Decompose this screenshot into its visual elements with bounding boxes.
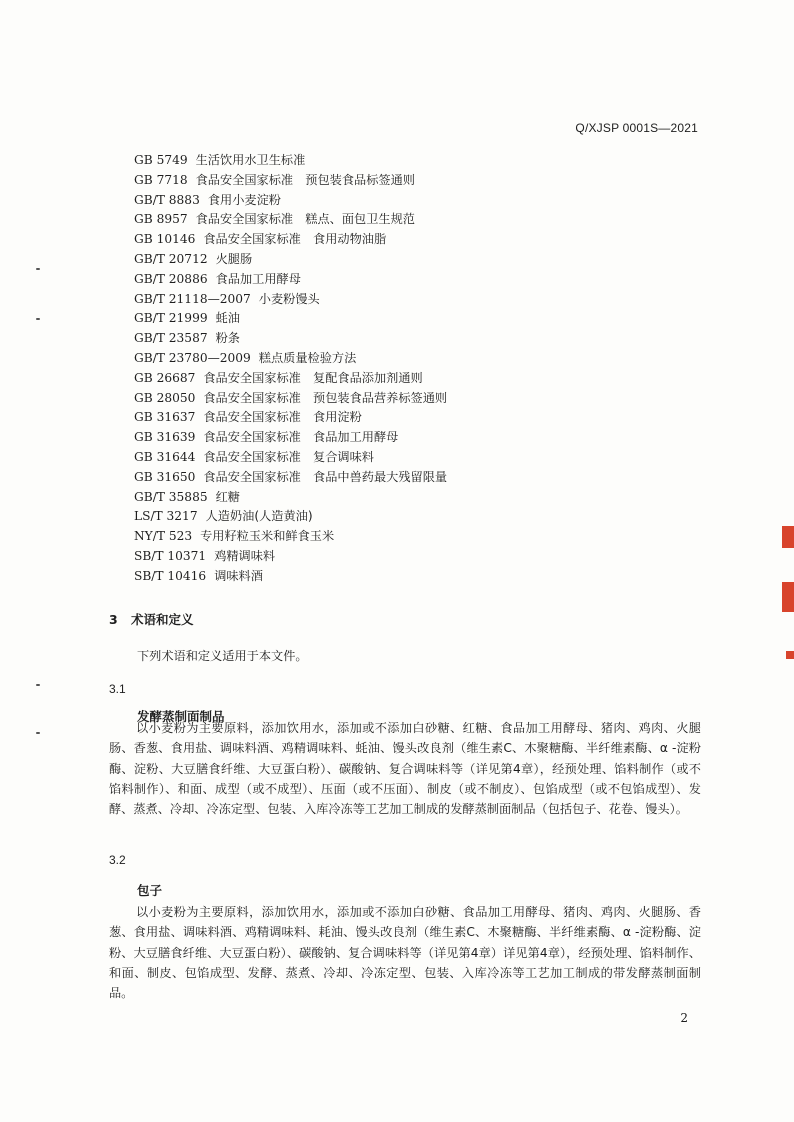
reference-item xyxy=(134,527,447,547)
reference-title: 糕点质量检验方法 xyxy=(258,350,357,365)
reference-item xyxy=(134,349,447,369)
reference-item xyxy=(134,507,447,527)
reference-title: 红糖 xyxy=(215,489,240,504)
section-number: 3 xyxy=(109,612,118,627)
term-definition: 以小麦粉为主要原料，添加饮用水，添加或不添加白砂糖、食品加工用酵母、猪肉、鸡肉、火腿肠、香葱、食用盐、调味料酒、鸡精调味料、耗油、馒头改良剂（维生素C、木聚糖酶、半纤维素酶、α -淀粉酶、淀粉、大豆膳食纤维、大豆蛋白粉）、碳酸钠、复合调味料等（详见第4章）详见第4章），经预处理、馅料制作、和面、制皮、包馅成型、发酵、蒸煮、冷却、冷冻定型、包装、入库冷冻等工艺加工制成的带发酵蒸制面制品。 xyxy=(109,905,701,1001)
reference-code: GB 8957 xyxy=(134,212,188,227)
reference-item xyxy=(134,488,447,508)
reference-code: GB 10146 xyxy=(134,232,196,247)
reference-title: 生活饮用水卫生标准 xyxy=(195,153,306,167)
reference-title: 食品安全国家标准 预包装食品营养标签通则 xyxy=(203,390,448,405)
reference-title: 食品安全国家标准 预包装食品标签通则 xyxy=(195,172,415,187)
reference-item xyxy=(134,369,447,389)
reference-code: GB/T 20712 xyxy=(134,251,208,266)
reference-item xyxy=(134,547,447,567)
reference-title: 蚝油 xyxy=(215,311,240,326)
normative-references-list xyxy=(134,151,447,587)
reference-item xyxy=(134,270,447,290)
reference-item xyxy=(134,567,447,587)
reference-title: 人造奶油(人造黄油) xyxy=(205,509,313,524)
reference-title: 食品安全国家标准 食品加工用酵母 xyxy=(203,430,399,445)
reference-item xyxy=(134,448,447,468)
term-number: 3.1 xyxy=(109,682,126,696)
term-definition: 以小麦粉为主要原料，添加饮用水，添加或不添加白砂糖、红糖、食品加工用酵母、猪肉、鸡肉、火腿肠、香葱、食用盐、调味料酒、鸡精调味料、蚝油、馒头改良剂（维生素C、木聚糖酶、半纤维素酶、α -淀粉酶、淀粉、大豆膳食纤维、大豆蛋白粉）、碳酸钠、复合调味料等（详见第4章），经预处理、馅料制作（或不馅料制作）、和面、成型（或不成型）、压面（或不压面）、制皮（或不制皮）、包馅成型（或不包馅成型）、发酵、蒸煮、冷却、冷冻定型、包装、入库冷冻等工艺加工制成的发酵蒸制面制品（包括包子、花卷、馒头）。 xyxy=(109,721,701,817)
reference-title: 食品安全国家标准 食用淀粉 xyxy=(203,410,362,425)
section-title: 术语和定义 xyxy=(131,612,194,627)
reference-item xyxy=(134,171,447,191)
reference-code: GB 31637 xyxy=(134,410,196,425)
term-number: 3.2 xyxy=(109,853,126,867)
reference-code: SB/T 10371 xyxy=(134,548,207,563)
reference-code: GB/T 8883 xyxy=(134,192,200,207)
reference-title: 食品加工用酵母 xyxy=(215,271,301,286)
scan-speck xyxy=(36,684,40,686)
reference-code: GB 31650 xyxy=(134,469,196,484)
reference-item xyxy=(134,290,447,310)
reference-code: GB/T 21118—2007 xyxy=(134,291,251,306)
reference-item xyxy=(134,468,447,488)
reference-title: 火腿肠 xyxy=(215,251,253,266)
reference-item xyxy=(134,230,447,250)
seal-stamp-fragment xyxy=(782,582,794,612)
term-name: 发酵蒸制面制品 xyxy=(137,709,225,724)
reference-item xyxy=(134,191,447,211)
page-number: 2 xyxy=(680,1011,688,1025)
section-heading xyxy=(109,610,194,628)
reference-title: 粉条 xyxy=(215,331,240,346)
reference-item xyxy=(134,428,447,448)
reference-title: 食用小麦淀粉 xyxy=(207,192,281,207)
reference-item xyxy=(134,151,447,171)
reference-title: 调味料酒 xyxy=(214,568,263,583)
reference-code: GB 7718 xyxy=(134,172,188,187)
reference-title: 鸡精调味料 xyxy=(214,548,276,563)
scan-speck xyxy=(36,268,40,270)
reference-title: 专用籽粒玉米和鲜食玉米 xyxy=(200,529,335,544)
reference-code: GB 31644 xyxy=(134,449,196,464)
reference-code: GB/T 23587 xyxy=(134,331,208,346)
scan-speck xyxy=(36,318,40,320)
reference-title: 食品安全国家标准 食品中兽药最大残留限量 xyxy=(203,469,448,484)
term-name: 包子 xyxy=(137,883,163,898)
reference-code: SB/T 10416 xyxy=(134,568,207,583)
reference-item xyxy=(134,329,447,349)
reference-title: 食品安全国家标准 复合调味料 xyxy=(203,449,374,464)
reference-code: GB 28050 xyxy=(134,390,196,405)
reference-item xyxy=(134,250,447,270)
reference-item xyxy=(134,389,447,409)
section-intro: 下列术语和定义适用于本文件。 xyxy=(137,649,308,663)
reference-title: 食品安全国家标准 食用动物油脂 xyxy=(203,232,387,247)
reference-code: GB 31639 xyxy=(134,430,196,445)
standard-code: Q/XJSP 0001S—2021 xyxy=(575,121,698,135)
reference-code: GB/T 21999 xyxy=(134,311,208,326)
reference-item xyxy=(134,309,447,329)
reference-code: NY/T 523 xyxy=(134,529,193,544)
reference-item xyxy=(134,210,447,230)
seal-stamp-fragment xyxy=(786,651,794,659)
reference-code: GB/T 20886 xyxy=(134,271,208,286)
reference-code: GB/T 35885 xyxy=(134,489,208,504)
reference-title: 食品安全国家标准 复配食品添加剂通则 xyxy=(203,370,423,385)
reference-code: LS/T 3217 xyxy=(134,509,198,524)
seal-stamp-fragment xyxy=(782,526,794,548)
reference-code: GB 5749 xyxy=(134,153,188,167)
reference-item xyxy=(134,408,447,428)
scan-speck xyxy=(36,732,40,734)
reference-title: 小麦粉馒头 xyxy=(258,291,320,306)
reference-code: GB 26687 xyxy=(134,370,196,385)
reference-code: GB/T 23780—2009 xyxy=(134,350,251,365)
reference-title: 食品安全国家标准 糕点、面包卫生规范 xyxy=(195,212,415,227)
